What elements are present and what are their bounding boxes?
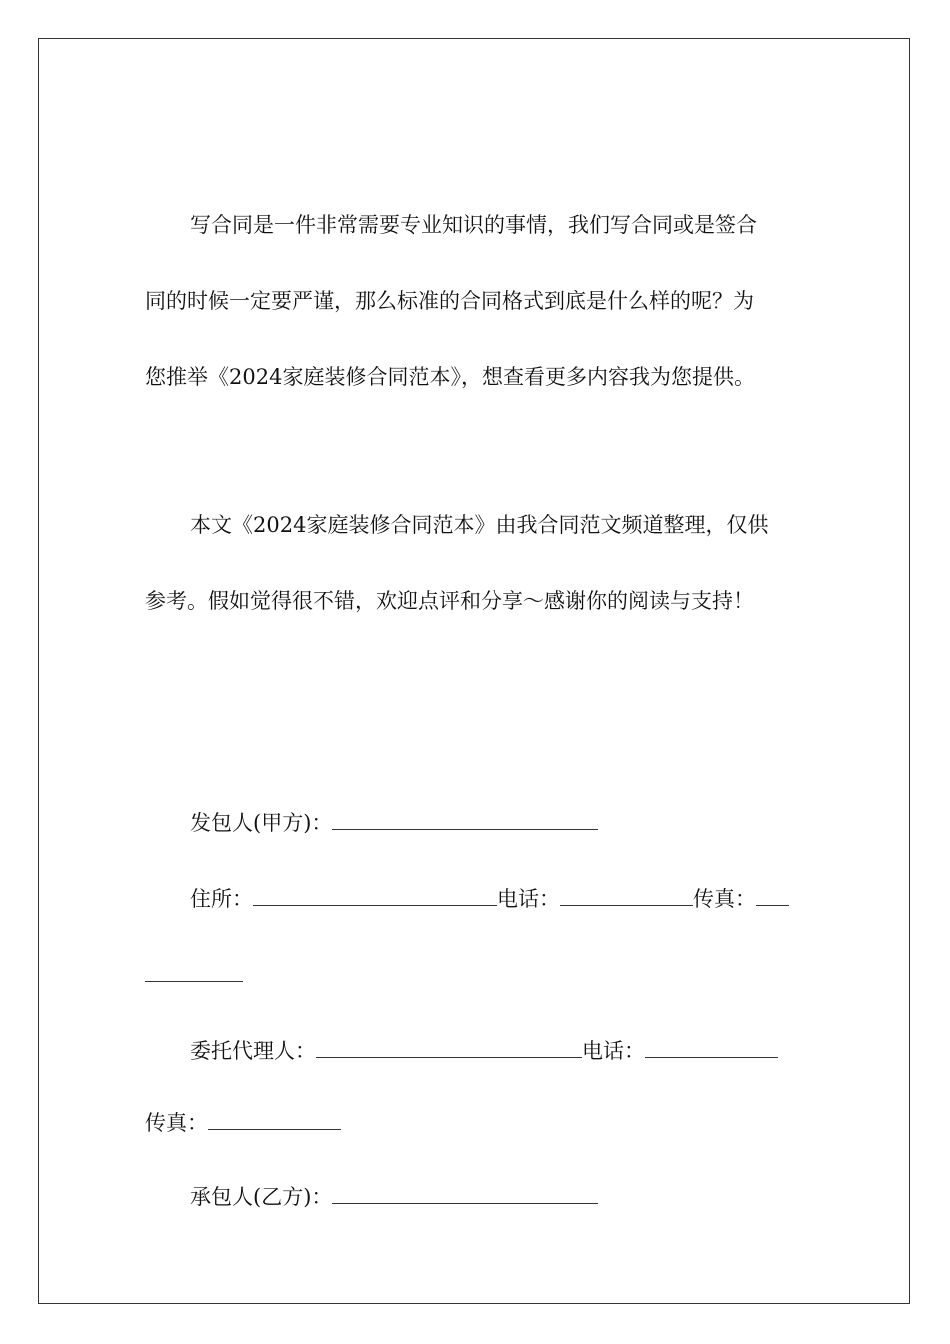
agent-fax-row bbox=[145, 1109, 341, 1137]
party-a-label: 发包人(甲方)： bbox=[190, 811, 333, 835]
agent-phone-label: 电话： bbox=[582, 1039, 645, 1063]
note-line-2: 参考。假如觉得很不错，欢迎点评和分享～感谢你的阅读与支持！ bbox=[145, 589, 754, 613]
fax-label: 传真： bbox=[693, 887, 756, 911]
agent-fax-label: 传真： bbox=[145, 1111, 208, 1135]
fax-blank-continued[interactable] bbox=[145, 963, 243, 982]
fax-blank-start[interactable] bbox=[756, 887, 789, 906]
party-a-row bbox=[190, 809, 598, 837]
agent-blank[interactable] bbox=[316, 1039, 582, 1058]
party-a-blank[interactable] bbox=[332, 811, 598, 830]
intro-line-1: 写合同是一件非常需要专业知识的事情，我们写合同或是签合 bbox=[190, 213, 757, 237]
address-row bbox=[190, 885, 789, 913]
party-b-label: 承包人(乙方)： bbox=[190, 1185, 333, 1209]
fax-continuation-row bbox=[145, 961, 243, 989]
address-label: 住所： bbox=[190, 887, 253, 911]
note-line-1: 本文《2024家庭装修合同范本》由我合同范文频道整理，仅供 bbox=[190, 513, 769, 537]
party-b-blank[interactable] bbox=[332, 1185, 598, 1204]
address-blank[interactable] bbox=[253, 887, 497, 906]
agent-label: 委托代理人： bbox=[190, 1039, 316, 1063]
party-b-row bbox=[190, 1183, 598, 1211]
agent-phone-blank[interactable] bbox=[645, 1039, 778, 1058]
phone-blank[interactable] bbox=[560, 887, 693, 906]
agent-fax-blank[interactable] bbox=[208, 1111, 341, 1130]
agent-row bbox=[190, 1037, 778, 1065]
phone-label: 电话： bbox=[497, 887, 560, 911]
intro-line-2: 同的时候一定要严谨，那么标准的合同格式到底是什么样的呢？为 bbox=[145, 289, 754, 313]
intro-line-3: 您推举《2024家庭装修合同范本》，想查看更多内容我为您提供。 bbox=[145, 365, 755, 389]
